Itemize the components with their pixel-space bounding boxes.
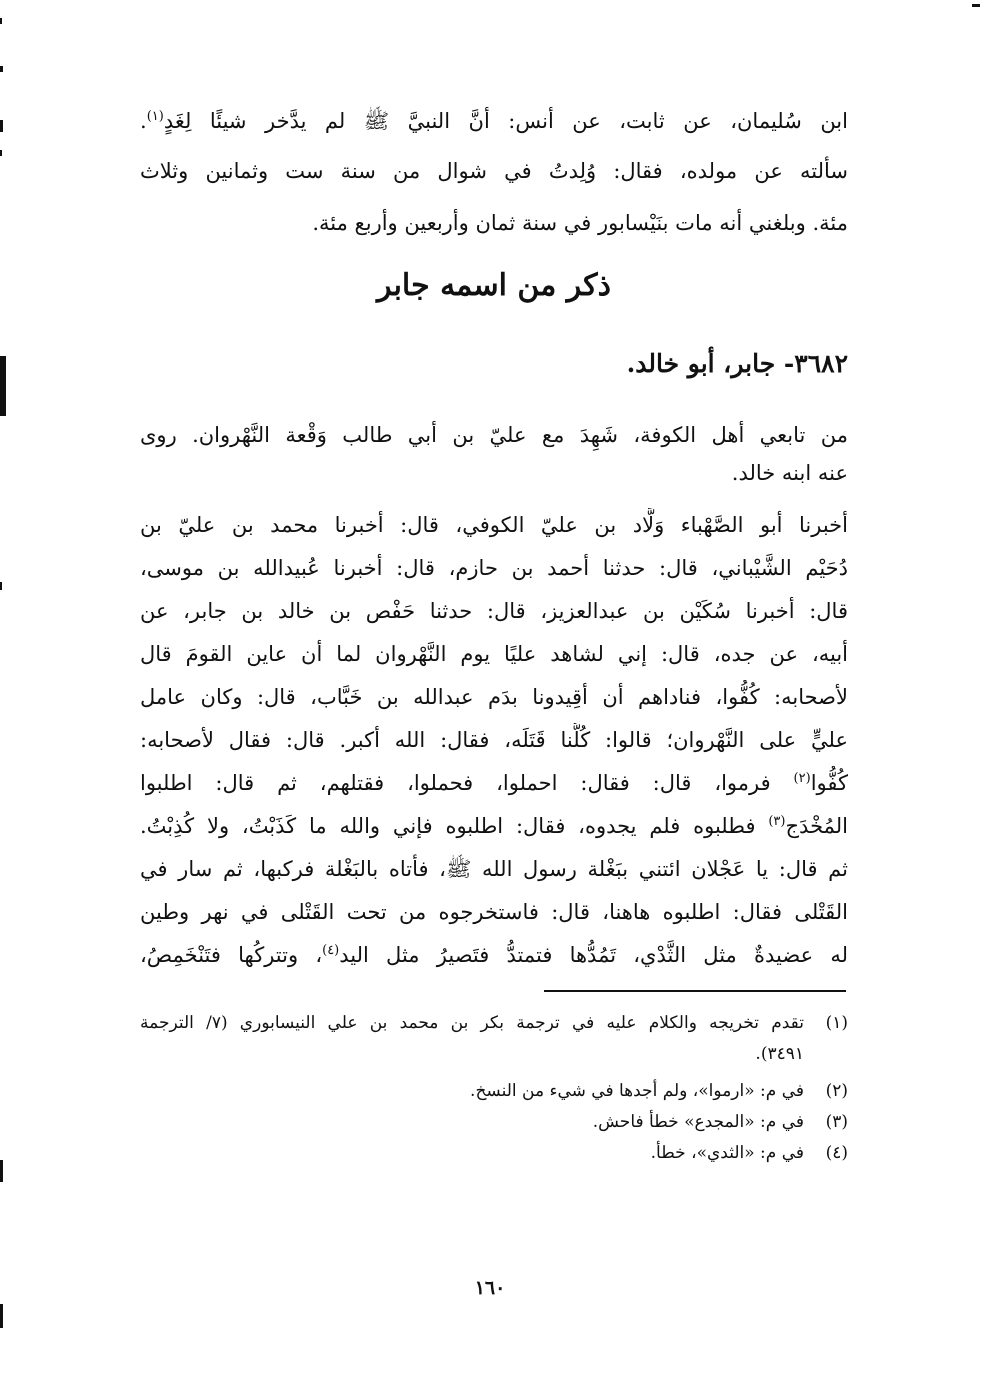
text-span: فرموا، قال: فقال: احملوا، فحملوا، فقتلهم، ثم قال: اطلبوا — [140, 771, 794, 795]
text-line: سألته عن مولده، فقال: وُلِدتُ في شوال من سنة ست وثمانين وثلاث — [140, 159, 848, 183]
footnote-number: (٣) — [825, 1112, 848, 1132]
text-line: مئة. وبلغني أنه مات بنَيْسابور في سنة ثمان وأربعين وأربع مئة. — [312, 211, 848, 235]
narration-paragraph — [140, 508, 848, 972]
entry-title: ٣٦٨٢- جابر، أبو خالد. — [626, 349, 848, 378]
footnote-item — [140, 1138, 848, 1169]
page-number: ١٦٠ — [474, 1277, 506, 1299]
text-line: القَتْلى فقال: اطلبوه هاهنا، قال: فاستخرجوه من تحت القَتْلى في نهر وطين — [140, 900, 848, 924]
footnote-number: (٤) — [825, 1143, 848, 1163]
footnote-ref: (٢) — [793, 771, 811, 786]
footnote-item — [140, 1076, 848, 1107]
text-span: كُفُّوا — [810, 771, 848, 795]
text-span: فطلبوه فلم يجدوه، فقال: اطلبوه فإني والله ما كَذَبْتُ، ولا كُذِبْتُ. — [140, 814, 769, 838]
text-line: أبيه، عن جده، قال: إني لشاهد عليًا يوم النَّهْروان لما أن عاين القومَ قال — [140, 642, 848, 666]
text-span: له عضيدةٌ مثل الثَّدْي، تَمُدُّها فتمتدُّ فتَصيرُ مثل اليد — [339, 943, 848, 967]
scan-edge-mark — [0, 1160, 3, 1182]
text-line: من تابعي أهل الكوفة، شَهِدَ مع عليّ بن أبي طالب وَقْعة النَّهْروان. روى — [140, 423, 848, 447]
text-span: . — [140, 109, 147, 133]
footnote-item — [140, 1107, 848, 1138]
scan-edge-mark — [0, 150, 2, 156]
text-line: تقدم تخريجه والكلام عليه في ترجمة بكر بن محمد بن علي النيسابوري (٧/ الترجمة — [140, 1013, 804, 1033]
footnote-ref: (٤) — [322, 943, 340, 958]
footnote-number: (١) — [825, 1013, 848, 1033]
text-line: دُحَيْم الشَّيْباني، قال: حدثنا أحمد بن حازم، قال: أخبرنا عُبيدالله بن موسى، — [140, 556, 848, 580]
text-span: المُخْدَج — [785, 814, 848, 838]
section-heading: ذكر من اسمه جابر — [377, 268, 611, 303]
scan-edge-mark — [0, 582, 2, 590]
text-line: عليٍّ على النَّهْروان؛ قالوا: كُلُّنا قَتَلَه، فقال: الله أكبر. قال: فقال لأصحابه: — [140, 728, 848, 752]
text-line: عنه ابنه خالد. — [731, 461, 848, 485]
footnotes — [140, 1008, 848, 1169]
text-line: ثم قال: يا عَجْلان ائتني ببَغْلة رسول الله ﷺ، فأتاه بالبَغْلة فركبها، ثم سار في — [140, 857, 848, 881]
scan-edge-mark — [0, 1304, 3, 1328]
text-line: قال: أخبرنا سُكَيْن بن عبدالعزيز، قال: حدثنا حَفْص بن خالد بن جابر، عن — [140, 599, 848, 623]
footnote-ref: (٣) — [768, 814, 786, 829]
text-line: أخبرنا أبو الصَّهْباء وَلَّاد بن عليّ الكوفي، قال: أخبرنا محمد بن عليّ بن — [140, 513, 848, 537]
scan-edge-mark — [0, 356, 6, 416]
scan-edge-mark — [0, 18, 2, 24]
text-line — [140, 104, 848, 138]
text-line: لأصحابه: كُفُّوا، فناداهم أن أقِيدونا بدَم عبدالله بن خَبَّاب، قال: وكان عامل — [140, 685, 848, 709]
footnote-item — [140, 1008, 848, 1070]
text-span: ، وتتركُها فتَنْخَمِصُ، — [140, 943, 323, 967]
footnote-text: في م: «ارموا»، ولم أجدها في شيء من النسخ. — [470, 1081, 804, 1101]
footnote-text: في م: «المجدع» خطأ فاحش. — [592, 1112, 804, 1132]
bio-paragraph — [140, 418, 848, 490]
text-line — [140, 938, 848, 972]
text-line: ٣٤٩١). — [755, 1044, 804, 1064]
footnote-text: في م: «الثدي»، خطأ. — [650, 1143, 804, 1163]
footnote-separator — [544, 990, 846, 992]
scan-edge-mark — [0, 120, 3, 132]
text-line — [140, 809, 848, 843]
scan-edge-mark — [0, 66, 3, 72]
footnote-number: (٢) — [825, 1081, 848, 1101]
footnote-ref: (١) — [146, 109, 164, 124]
text-line — [140, 766, 848, 800]
scan-edge-mark — [972, 4, 980, 7]
footnote-text — [140, 1008, 804, 1070]
intro-paragraph — [140, 104, 848, 240]
text-span: ابن سُليمان، عن ثابت، عن أنس: أنَّ النبيَّ ﷺ لم يدَّخر شيئًا لِغَدٍ — [163, 109, 848, 133]
